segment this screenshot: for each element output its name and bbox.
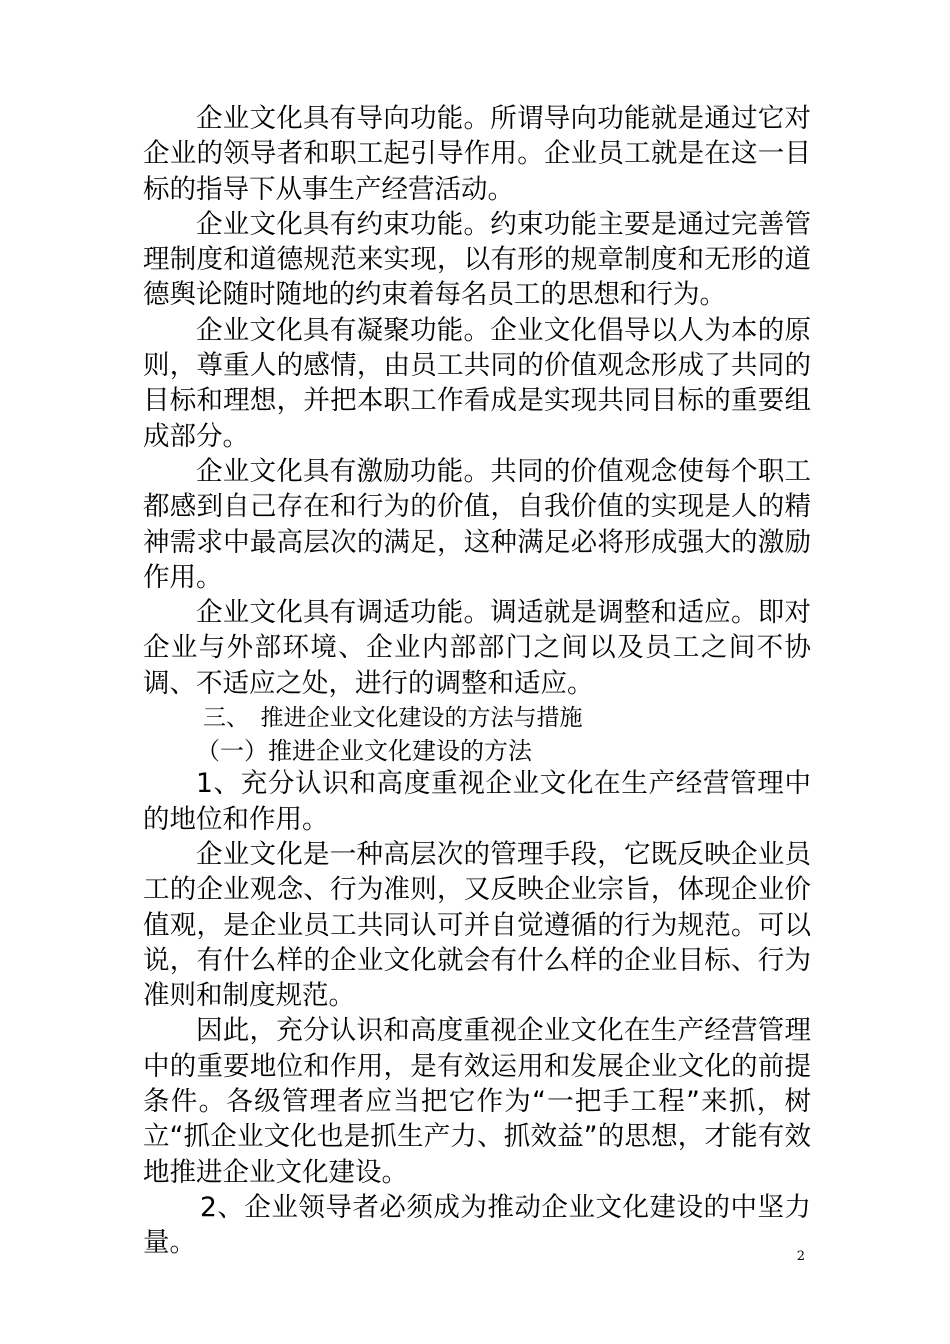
paragraph-therefore: 因此，充分认识和高度重视企业文化在生产经营管理中的重要地位和作用，是有效运用和发展企业文化的前提条件。各级管理者应当把它作为“一把手工程”来抓，树立“抓企业文化也是抓生产力、抓效益”的思想，才能有效地推进企业文化建设。 [143,1015,811,1188]
page-number: 2 [796,1249,805,1264]
subsection-heading-methods: （一）推进企业文化建设的方法 [196,737,532,766]
paragraph-cohesion-function: 企业文化具有凝聚功能。企业文化倡导以人为本的原则，尊重人的感情，由员工共同的价值观念形成了共同的目标和理想，并把本职工作看成是实现共同目标的重要组成部分。 [143,314,811,452]
section-heading-three: 三、 推进企业文化建设的方法与措施 [203,705,583,732]
paragraph-incentive-function: 企业文化具有激励功能。共同的价值观念使每个职工都感到自己存在和行为的价值，自我价值的实现是人的精神需求中最高层次的满足，这种满足必将形成强大的激励作用。 [143,455,811,593]
body-text [143,101,811,1261]
paragraph-method-2: 2、企业领导者必须成为推动企业文化建设的中坚力量。 [143,1191,811,1259]
paragraph-management-means: 企业文化是一种高层次的管理手段，它既反映企业员工的企业观念、行为准则，又反映企业宗旨，体现企业价值观，是企业员工共同认可并自觉遵循的行为规范。可以说，有什么样的企业文化就会有什么样的企业目标、行为准则和制度规范。 [143,838,811,1012]
paragraph-guidance-function: 企业文化具有导向功能。所谓导向功能就是通过它对企业的领导者和职工起引导作用。企业员工就是在这一目标的指导下从事生产经营活动。 [143,103,811,205]
paragraph-constraint-function: 企业文化具有约束功能。约束功能主要是通过完善管理制度和道德规范来实现，以有形的规章制度和无形的道德舆论随时随地的约束着每名员工的思想和行为。 [143,208,811,311]
paragraph-adjustment-function: 企业文化具有调适功能。调适就是调整和适应。即对企业与外部环境、企业内部部门之间以及员工之间不协调、不适应之处，进行的调整和适应。 [143,597,811,699]
paragraph-method-1: 1、充分认识和高度重视企业文化在生产经营管理中的地位和作用。 [143,768,811,835]
